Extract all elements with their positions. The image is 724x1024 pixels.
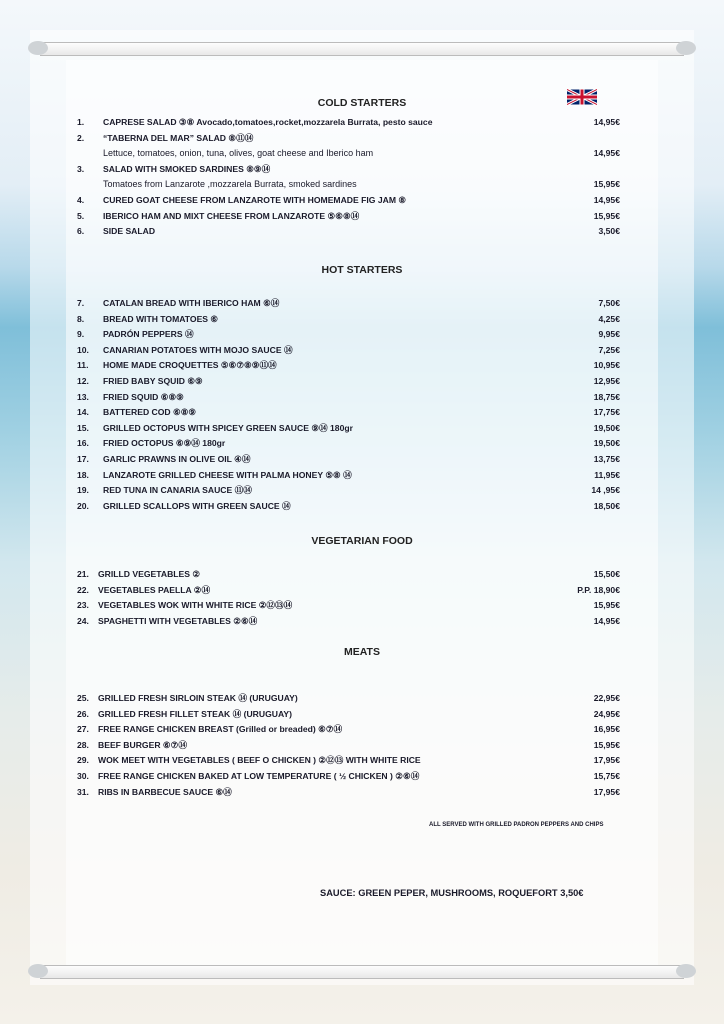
item-num: 4. xyxy=(77,194,85,205)
item-name: PADRÓN PEPPERS ⑭ xyxy=(103,329,194,340)
item-price: 15,95€ xyxy=(593,739,620,750)
item-name: FREE RANGE CHICKEN BREAST (Grilled or breaded) ⑥⑦⑭ xyxy=(98,724,343,735)
item-num: 13. xyxy=(77,391,89,402)
menu-item xyxy=(66,583,658,599)
item-num: 6. xyxy=(77,226,85,237)
item-price: 15,95€ xyxy=(593,210,620,221)
item-num: 22. xyxy=(77,584,89,595)
item-num: 10. xyxy=(77,344,89,355)
menu-item xyxy=(66,209,658,225)
section-title: VEGETARIAN FOOD xyxy=(311,535,413,547)
menu-item-description xyxy=(66,177,658,193)
item-name: CAPRESE SALAD ③⑧ Avocado,tomatoes,rocket,mozzarela Burrata, pesto sauce xyxy=(103,117,433,127)
menu-item xyxy=(66,131,658,147)
item-num: 23. xyxy=(77,600,89,611)
menu-item xyxy=(66,327,658,343)
item-num: 17. xyxy=(77,453,89,464)
item-name: HOME MADE CROQUETTES ⑤⑥⑦⑧⑨⑪⑭ xyxy=(103,360,277,371)
item-price: 17,95€ xyxy=(593,786,620,797)
menu-item xyxy=(66,785,658,801)
item-num: 27. xyxy=(77,724,89,735)
item-name: VEGETABLES WOK WITH WHITE RICE ②⑫⑬⑭ xyxy=(98,600,293,611)
menu-item xyxy=(66,436,658,452)
menu-item xyxy=(66,707,658,723)
item-num: 11. xyxy=(77,360,89,371)
item-price: 7,50€ xyxy=(598,298,620,308)
menu-item xyxy=(66,567,658,583)
item-num: 1. xyxy=(77,117,85,127)
item-name: IBERICO HAM AND MIXT CHEESE FROM LANZAROTE ⑤⑥⑧⑭ xyxy=(103,210,360,221)
item-num: 21. xyxy=(77,569,89,579)
item-num: 16. xyxy=(77,438,89,449)
item-num: 19. xyxy=(77,485,89,496)
menu-item xyxy=(66,452,658,468)
menu-item xyxy=(66,374,658,390)
menu-item-description xyxy=(66,146,658,162)
item-name: GARLIC PRAWNS IN OLIVE OIL ④⑭ xyxy=(103,453,251,464)
item-num: 14. xyxy=(77,407,89,418)
item-name: GRILLD VEGETABLES ② xyxy=(98,569,201,579)
served-with-note: ALL SERVED WITH GRILLED PADRON PEPPERS AND CHIPS xyxy=(429,822,604,828)
item-price: 18,75€ xyxy=(593,391,620,402)
item-name: FRIED BABY SQUID ⑥⑨ xyxy=(103,375,203,386)
item-price: 14,95€ xyxy=(593,148,620,159)
item-price: 9,95€ xyxy=(598,329,620,340)
menu-item xyxy=(66,483,658,499)
item-price: 14,95€ xyxy=(593,615,620,626)
item-price: 18,50€ xyxy=(593,500,620,511)
item-price: 15,75€ xyxy=(593,770,620,781)
menu-item xyxy=(66,296,658,312)
item-name: Tomatoes from Lanzarote ,mozzarela Burrata, smoked sardines xyxy=(103,179,357,190)
menu-item xyxy=(66,691,658,707)
menu-item xyxy=(66,115,658,131)
item-num: 24. xyxy=(77,615,89,626)
item-price: 24,95€ xyxy=(593,708,620,719)
section-title: MEATS xyxy=(344,646,380,658)
item-price: 17,75€ xyxy=(593,407,620,418)
item-name: GRILLED SCALLOPS WITH GREEN SAUCE ⑭ xyxy=(103,500,291,511)
item-name: BEEF BURGER ⑥⑦⑭ xyxy=(98,739,187,750)
section-title: COLD STARTERS xyxy=(317,97,407,109)
item-name: FREE RANGE CHICKEN BAKED AT LOW TEMPERATURE ( ½ CHICKEN ) ②⑥⑭ xyxy=(98,770,420,781)
item-price: 16,95€ xyxy=(593,724,620,735)
item-num: 20. xyxy=(77,500,89,511)
item-price: 17,95€ xyxy=(593,755,620,766)
menu-item xyxy=(66,405,658,421)
item-name: CATALAN BREAD WITH IBERICO HAM ⑥⑭ xyxy=(103,298,280,308)
menu-item xyxy=(66,499,658,515)
menu-item xyxy=(66,390,658,406)
item-num: 2. xyxy=(77,132,85,143)
menu-item xyxy=(66,224,658,240)
menu-item xyxy=(66,468,658,484)
item-name: FRIED OCTOPUS ⑥⑨⑭ 180gr xyxy=(103,438,226,449)
item-name: LANZAROTE GRILLED CHEESE WITH PALMA HONEY ⑤⑧ ⑭ xyxy=(103,469,352,480)
item-num: 26. xyxy=(77,708,89,719)
item-name: SIDE SALAD xyxy=(103,226,156,237)
item-price: 12,95€ xyxy=(593,375,620,386)
item-name: GRILLED OCTOPUS WITH SPICEY GREEN SAUCE ⑨⑭ 180gr xyxy=(103,422,353,433)
item-num: 8. xyxy=(77,313,85,324)
menu-item xyxy=(66,421,658,437)
scroll-decoration-bottom xyxy=(40,965,684,979)
item-name: SPAGHETTI WITH VEGETABLES ②⑥⑭ xyxy=(98,615,258,626)
menu-item xyxy=(66,312,658,328)
menu-item xyxy=(66,358,658,374)
item-price: 15,95€ xyxy=(593,600,620,611)
item-num: 9. xyxy=(77,329,85,340)
item-num: 28. xyxy=(77,739,89,750)
item-name: BATTERED COD ⑥⑧⑨ xyxy=(103,407,197,418)
item-name: WOK MEET WITH VEGETABLES ( BEEF O CHICKEN ) ②⑫⑬ WITH WHITE RICE xyxy=(98,755,421,766)
menu-item xyxy=(66,162,658,178)
item-price: 14,95€ xyxy=(593,194,620,205)
item-price: 7,25€ xyxy=(598,344,620,355)
item-price: 19,50€ xyxy=(593,438,620,449)
item-price: 14,95€ xyxy=(593,117,620,127)
item-name: CURED GOAT CHEESE FROM LANZAROTE WITH HOMEMADE FIG JAM ⑧ xyxy=(103,194,407,205)
item-name: Lettuce, tomatoes, onion, tuna, olives, goat cheese and Iberico ham xyxy=(103,148,374,159)
item-name: CANARIAN POTATOES WITH MOJO SAUCE ⑭ xyxy=(103,344,293,355)
sauce-line: SAUCE: GREEN PEPER, MUSHROOMS, ROQUEFORT 3,50€ xyxy=(320,888,584,898)
section-vegetarian-food xyxy=(66,535,658,629)
item-name: RIBS IN BARBECUE SAUCE ⑥⑭ xyxy=(98,786,232,797)
menu-item xyxy=(66,738,658,754)
item-price: 14 ,95€ xyxy=(591,485,620,496)
item-price: 3,50€ xyxy=(598,226,620,237)
item-name: BREAD WITH TOMATOES ⑥ xyxy=(103,313,219,324)
item-num: 15. xyxy=(77,422,89,433)
scroll-decoration-top xyxy=(40,42,684,56)
section-title: HOT STARTERS xyxy=(321,264,403,276)
item-price: 15,50€ xyxy=(593,569,620,579)
section-meats xyxy=(66,646,658,800)
item-num: 25. xyxy=(77,693,89,703)
menu-item xyxy=(66,193,658,209)
item-price: 19,50€ xyxy=(593,422,620,433)
item-price: 13,75€ xyxy=(593,453,620,464)
item-num: 29. xyxy=(77,755,89,766)
item-price: P.P. 18,90€ xyxy=(577,584,620,595)
menu-item xyxy=(66,753,658,769)
menu-item xyxy=(66,598,658,614)
item-num: 5. xyxy=(77,210,85,221)
item-num: 30. xyxy=(77,770,89,781)
item-num: 31. xyxy=(77,786,89,797)
item-name: RED TUNA IN CANARIA SAUCE ⑪⑭ xyxy=(103,485,252,496)
item-name: “TABERNA DEL MAR” SALAD ⑧⑪⑭ xyxy=(103,132,254,143)
item-num: 18. xyxy=(77,469,89,480)
item-num: 12. xyxy=(77,375,89,386)
item-num: 7. xyxy=(77,298,85,308)
item-num: 3. xyxy=(77,163,85,174)
section-hot-starters xyxy=(66,264,658,514)
item-price: 4,25€ xyxy=(598,313,620,324)
menu-item xyxy=(66,769,658,785)
item-price: 11,95€ xyxy=(594,469,620,480)
menu-item xyxy=(66,722,658,738)
item-name: GRILLED FRESH SIRLOIN STEAK ⑭ (URUGUAY) xyxy=(98,693,298,703)
item-name: FRIED SQUID ⑥⑧⑨ xyxy=(103,391,184,402)
item-price: 22,95€ xyxy=(593,693,620,703)
item-name: VEGETABLES PAELLA ②⑭ xyxy=(98,584,211,595)
menu-item xyxy=(66,343,658,359)
item-name: SALAD WITH SMOKED SARDINES ⑧⑨⑭ xyxy=(103,163,271,174)
item-price: 10,95€ xyxy=(593,360,620,371)
menu-item xyxy=(66,614,658,630)
item-name: GRILLED FRESH FILLET STEAK ⑭ (URUGUAY) xyxy=(98,708,292,719)
section-cold-starters xyxy=(66,97,658,240)
item-price: 15,95€ xyxy=(593,179,620,190)
